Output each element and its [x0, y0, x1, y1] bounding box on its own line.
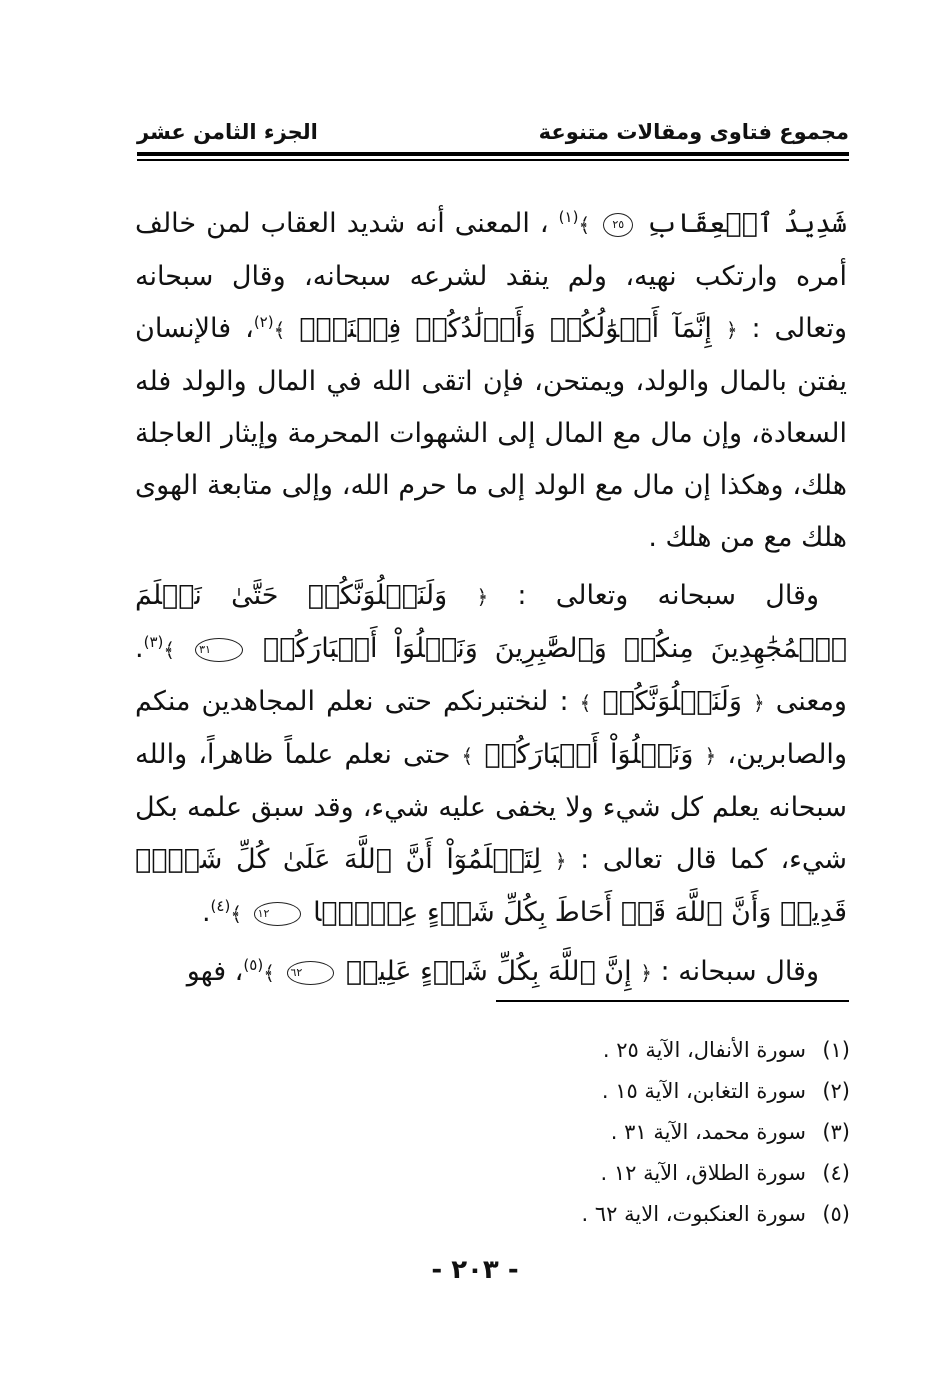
quran-verse: لِتَعۡلَمُوٓاْ أَنَّ ٱللَّهَ عَلَىٰ كُلِّ شَيۡءٖ قَدِيرٞ وَأَنَّ ٱللَّهَ قَدۡ أَحَاطَ بِكُلِّ شَيۡءٍ عِلۡمَۢا — [135, 844, 847, 928]
footnote-text: سورة الأنفال، الآية ٢٥ . — [602, 1038, 806, 1062]
footnote-number: (٢) — [822, 1079, 850, 1103]
footnote-ref: (٣) — [143, 633, 164, 651]
footnote-text: سورة الطلاق، الآية ١٢ . — [600, 1161, 806, 1185]
footnote-item — [150, 1035, 850, 1076]
footnote-ref: (١) — [558, 208, 579, 226]
footnote-text: سورة محمد، الآية ٣١ . — [610, 1120, 806, 1144]
ayah-number-marker: ٢٥ — [603, 213, 633, 237]
quran-verse: شَدِيدُ ٱلۡعِقَابِ — [646, 208, 847, 239]
opening-ornate-bracket: ﴿ — [640, 961, 652, 985]
quran-verse: وَنَبۡلُوَاْ أَخۡبَارَكُمۡ — [484, 739, 694, 770]
volume-label: الجزء الثامن عشر — [137, 120, 318, 144]
paragraph-3 — [135, 946, 847, 999]
closing-ornate-bracket: ﴾ — [461, 744, 474, 768]
body-text-span: : لنختبرنكم حتى نعلم المجاهدين منكم والصابرين، — [135, 686, 847, 770]
quran-verse: إِنَّمَآ أَمۡوَٰلُكُمۡ وَأَوۡلَٰدُكُمۡ فِتۡنَةٞۚ — [299, 313, 712, 344]
ayah-number-marker: ٦٢ — [287, 961, 335, 985]
footnote-ref: (٥) — [243, 956, 264, 974]
page-number: - ٢٠٣ - — [431, 1255, 519, 1285]
footnote-number: (١) — [822, 1038, 850, 1062]
body-text-span: . ومعنى — [135, 633, 847, 717]
closing-ornate-bracket: ﴾ — [230, 902, 243, 926]
header-rule-thin — [137, 159, 849, 161]
footnote-item — [150, 1199, 850, 1240]
body-text-span: وقال سبحانه وتعالى : — [517, 580, 819, 611]
opening-ornate-bracket: ﴿ — [704, 744, 717, 768]
book-title: مجموع فتاوى ومقالات متنوعة — [538, 120, 849, 144]
footnote-text: سورة التغابن، الآية ١٥ . — [601, 1079, 806, 1103]
opening-ornate-bracket: ﴿ — [725, 318, 738, 342]
body-text-span: حتى نعلم علماً ظاهراً، والله سبحانه يعلم كل شيء ولا يخفى عليه شيء، وقد سبق علمه بكل شيء، كما قال تعالى : — [135, 739, 847, 875]
paragraph-2 — [135, 570, 847, 940]
opening-ornate-bracket: ﴿ — [753, 691, 765, 715]
footnote-item — [150, 1158, 850, 1199]
footnote-text: سورة العنكبوت، الاية ٦٢ . — [581, 1202, 806, 1226]
footnote-ref: (٢) — [253, 313, 274, 331]
footnote-number: (٤) — [822, 1161, 850, 1185]
footnote-ref: (٤) — [210, 897, 231, 915]
quran-verse: إِنَّ ٱللَّهَ بِكُلِّ شَيۡءٍ عَلِيمٞ — [345, 956, 632, 987]
body-text-span: . — [201, 897, 211, 928]
opening-ornate-bracket: ﴿ — [554, 849, 567, 873]
opening-ornate-bracket: ﴿ — [476, 585, 489, 609]
footnotes-list — [150, 1035, 850, 1240]
main-text — [135, 198, 847, 999]
paragraph-1 — [135, 198, 847, 564]
body-text-span: ، المعنى أنه شديد العقاب لمن خالف أمره وارتكب نهيه، ولم ينقد لشرعه سبحانه، وقال سبحانه وتعالى : — [135, 208, 847, 344]
running-header — [137, 120, 849, 148]
closing-ornate-bracket: ﴾ — [273, 318, 286, 342]
body-text-span: ، فهو — [186, 956, 244, 987]
closing-ornate-bracket: ﴾ — [163, 638, 176, 662]
body-text-span: وقال سبحانه : — [660, 956, 819, 987]
closing-ornate-bracket: ﴾ — [579, 691, 592, 715]
closing-ornate-bracket: ﴾ — [578, 213, 591, 237]
quran-verse: وَلَنَبۡلُوَنَّكُمۡ حَتَّىٰ نَعۡلَمَ ٱلۡمُجَٰهِدِينَ مِنكُمۡ وَٱلصَّٰبِرِينَ وَنَبۡلُوَاْ أَخۡبَارَكُمۡ — [135, 580, 847, 664]
footnote-number: (٣) — [822, 1120, 850, 1144]
header-rule-thick — [137, 152, 849, 156]
ayah-number-marker: ٣١ — [195, 638, 243, 662]
footnote-number: (٥) — [822, 1202, 850, 1226]
closing-ornate-bracket: ﴾ — [263, 961, 275, 985]
footnote-item — [150, 1076, 850, 1117]
footnote-item — [150, 1117, 850, 1158]
ayah-number-marker: ١٢ — [254, 902, 302, 926]
footnote-separator — [496, 1000, 849, 1002]
quran-verse: وَلَنَبۡلُوَنَّكُمۡ — [602, 686, 742, 717]
body-text-span: ، فالإنسان يفتن بالمال والولد، ويمتحن، فإن اتقى الله في المال والولد فله السعادة، وإن مال مع المال إلى الشهوات المحرمة وإيثار العاجلة هلك، وهكذا إن مال مع الولد إلى ما حرم الله، وإلى متابعة الهوى هلك مع من هلك . — [135, 313, 847, 553]
